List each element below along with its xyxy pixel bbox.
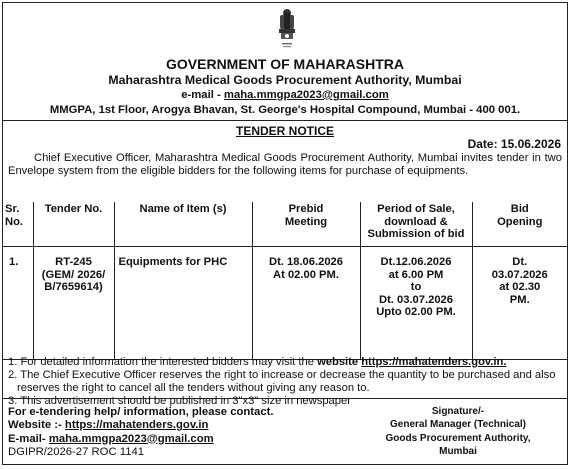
cell-prebid: Dt. 18.06.2026 At 02.00 PM. (252, 247, 360, 360)
government-title: GOVERNMENT OF MAHARASHTRA (166, 56, 404, 72)
signatory-authority: Goods Procurement Authority, (385, 432, 531, 444)
notes-section (8, 356, 563, 408)
header-item-name: Name of Item (s) (114, 202, 252, 247)
signatory-city: Mumbai (439, 445, 477, 457)
website-link[interactable]: https://mahatenders.gov.in (64, 419, 209, 432)
tender-table (3, 202, 567, 360)
reference-number: DGIPR/2026-27 ROC 1141 (8, 445, 145, 458)
signature-line: Signature/- (431, 406, 485, 417)
header-bid-opening: Bid Opening (472, 202, 567, 247)
table-row (3, 247, 567, 360)
national-emblem-icon (273, 7, 301, 53)
header-email-line (3, 89, 567, 103)
authority-name: Maharashtra Medical Goods Procurement Authority, Mumbai (108, 73, 462, 87)
contact-block (8, 406, 274, 459)
header-sr-no: Sr. No. (3, 202, 33, 247)
table-header-row (3, 202, 567, 247)
header-tender-no: Tender No. (33, 202, 114, 247)
notice-title: TENDER NOTICE (235, 124, 334, 138)
office-address: MMGPA, 1st Floor, Arogya Bhavan, St. George's Hospital Compound, Mumbai - 400 001. (49, 104, 521, 116)
header-prebid: Prebid Meeting (252, 202, 360, 247)
tender-notice-page (2, 2, 568, 465)
cell-tender-no: RT-245 (GEM/ 2026/ B/7659614) (33, 247, 114, 360)
help-text: For e-tendering help/ information, please contact. (8, 406, 274, 418)
cell-item-name: Equipments for PHC (114, 247, 252, 360)
footer-email-link[interactable]: maha.mmgpa2023@gmail.com (48, 432, 214, 445)
note-1: 1. For detailed information the interested bidders may visit the website https://mahatenders.gov.in. (8, 356, 507, 368)
header-divider (3, 120, 567, 121)
email-line: E-mail- maha.mmgpa2023@gmail.com (8, 432, 214, 445)
cell-sr-no: 1. (3, 247, 33, 360)
mahatenders-link[interactable]: https://mahatenders.gov.in. (361, 356, 507, 368)
notice-intro: Chief Executive Officer, Maharashtra Medical Goods Procurement Authority, Mumbai invites tender in two Envelope system from the eligible bidders for the following items for purchase of equipments. (8, 152, 562, 178)
header-period: Period of Sale, download & Submission of bid (360, 202, 472, 247)
website-line: Website :- https://mahatenders.gov.in (8, 419, 209, 432)
signatory-title: General Manager (Technical) (390, 419, 526, 431)
note-2: 2. The Chief Executive Officer reserves the right to increase or decrease the quantity to be purchased and also reserves the right to cancel all the tenders without giving any reason to. (8, 369, 556, 394)
signature-block (383, 405, 533, 458)
header-email-link[interactable]: maha.mmgpa2023@gmail.com (223, 89, 389, 101)
notes-divider (3, 398, 567, 399)
header-email-label: e-mail - (181, 89, 224, 101)
note-3: 3. This advertisement should be published in 3"x3" size in newspaper (8, 395, 351, 407)
notice-date: Date: 15.06.2026 (467, 137, 561, 151)
cell-period: Dt.12.06.2026 at 6.00 PM to Dt. 03.07.2026 Upto 02.00 PM. (360, 247, 472, 360)
cell-bid-opening: Dt. 03.07.2026 at 02.30 PM. (472, 247, 567, 360)
